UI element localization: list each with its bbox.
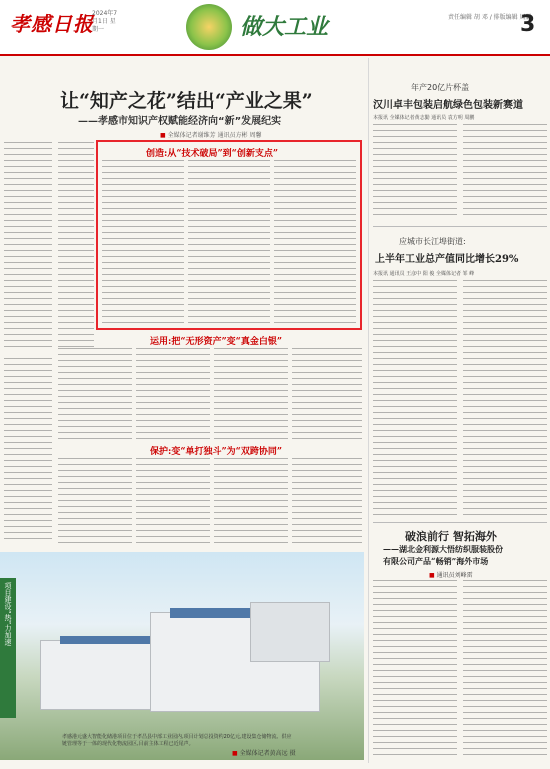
story3-body [373,580,457,756]
editor-info: 责任编辑 胡 邓 / 排版编辑 周鹏 [448,14,532,21]
section-heading-application: 运用:把“无形资产”变“真金白银” [150,337,283,347]
story2-kicker: 应城市长江埠街道: [399,237,466,246]
article-body-column [214,458,288,546]
newspaper-logo: 孝感日报 [10,12,94,36]
section-heading-protection: 保护:变“单打独斗”为“双跨协同” [150,447,283,457]
section-text [274,160,356,326]
story3-subtitle: ——湖北金利源大悟纺织服装股份 [383,544,503,554]
article-body-column [214,348,288,440]
issue-date: 2024年7月1日 星期一 [92,10,118,33]
photo-caption: 孝感港元盛大智能化储港项目位于孝昌县中部工业园内,项目计划总投资约20亿元,建设集仓储物流、供应链管理等于一体的现代化物流园区,目前主体工程已近尾声。 [62,734,292,747]
article-subheadline: ——孝感市知识产权赋能经济向“新”发展纪实 [78,116,282,127]
article-body-column [58,142,94,352]
story3-credit: ■ 通讯员刘峰雷 [429,570,473,579]
story2-byline: 本报讯 通讯员 王彦中 阳 俊 全媒体记者 邹 峰 [373,271,475,277]
story3-body [463,580,547,756]
story1-byline: 本报讯 全媒体记者黄志勤 通讯员 袁方明 周鹏 [373,115,475,121]
right-column [368,58,550,763]
aerial-photo [0,552,364,760]
warehouse-building [40,640,160,710]
main-article [0,58,364,763]
article-body-column [292,348,362,440]
brand-emblem-icon [186,4,232,50]
story1-kicker: 年产20亿片杯盖 [411,83,470,92]
article-body-column [58,458,132,546]
story3-subtitle: 有限公司产品“畅销”海外市场 [383,556,489,566]
story2-body [373,280,457,516]
photo-side-tag: 项目建设“热”力加速 [0,578,16,718]
page-section-title: 做大工业 [240,14,329,40]
article-byline: ■ 全媒体记者谢维芳 通讯员方彬 周馨 [160,130,262,139]
story1-body [373,124,457,220]
story2-title: 上半年工业总产值同比增长29% [375,254,519,265]
article-body-column [292,458,362,546]
article-body-column [136,348,210,440]
section-heading-creation: 创造:从“技术破局”到“创新支点” [146,149,279,159]
section-text [188,160,270,326]
article-headline: 让“知产之花”结出“产业之果” [60,90,313,112]
warehouse-roof [60,636,150,644]
article-body-column [4,358,52,544]
story2-body [463,280,547,516]
divider [373,226,547,227]
page-number: 3 [520,12,536,37]
article-body-column [58,348,132,440]
article-intro-text [4,142,52,352]
section-text [102,160,184,326]
story1-body [463,124,547,220]
warehouse-building [250,602,330,662]
photo-credit: ■ 全媒体记者黄高远 摄 [232,748,296,757]
highlighted-section [96,140,362,330]
divider [373,522,547,523]
story3-title: 破浪前行 智拓海外 [405,530,497,543]
story1-title: 汉川卓丰包装启航绿色包装新赛道 [373,100,523,111]
article-body-column [136,458,210,546]
masthead [0,0,550,56]
